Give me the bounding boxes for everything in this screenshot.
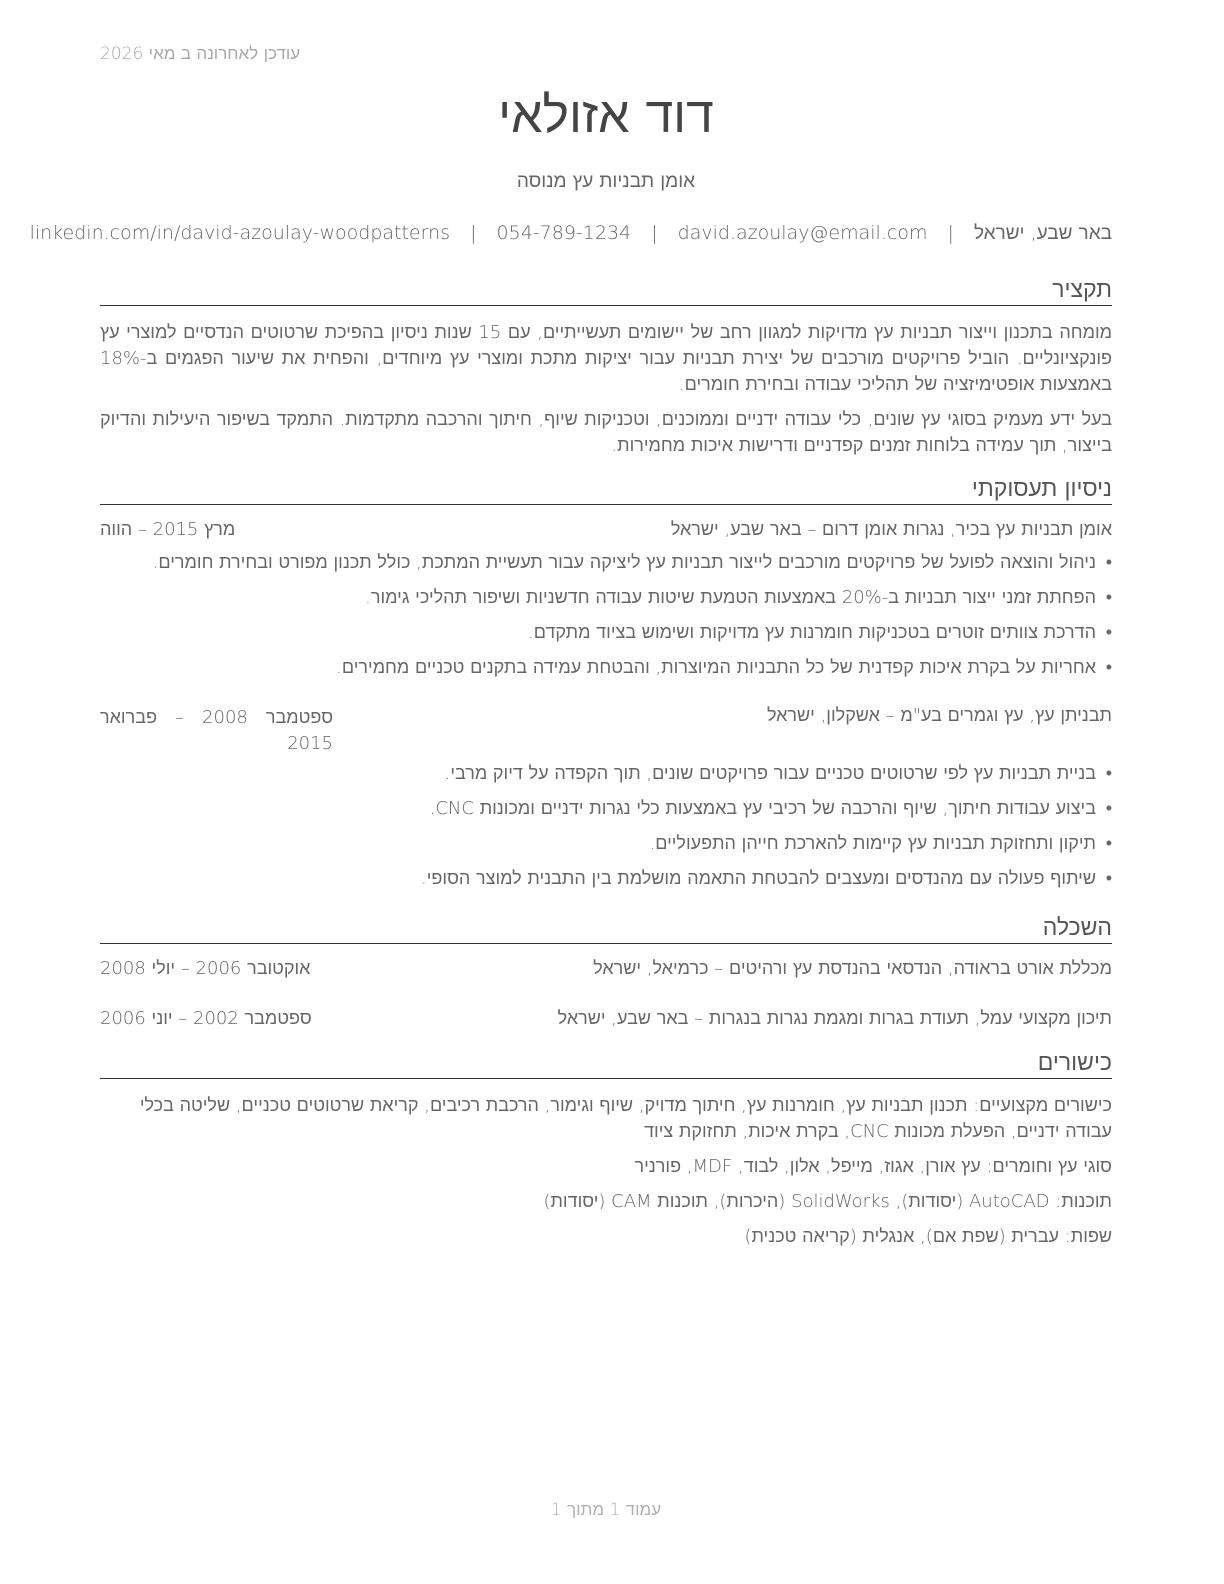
education-school: תיכון מקצועי עמל, תעודת בגרות ומגמת נגרות בנגרות – באר שבע, ישראל xyxy=(557,1008,1112,1029)
experience-section xyxy=(100,475,1112,901)
list-item: • ניהול והוצאה לפועל של פרויקטים מורכבים לייצור תבניות עץ ליציקה עבור תעשיית המתכת, כולל תכנון מפורט ובחירת חומרים. xyxy=(152,552,1112,573)
list-item: • תיקון ותחזוקת תבניות עץ קיימות להארכת חייהן התפעוליים. xyxy=(649,833,1112,854)
skills-section xyxy=(100,1049,1112,1259)
list-item: • ביצוע עבודות חיתוך, שיוף והרכבה של רכיבי עץ באמצעות כלי נגרות ידניים ומכונות CNC. xyxy=(429,798,1112,819)
skills-line: סוגי עץ וחומרים: עץ אורן, אגוז, מייפל, אלון, לבוד, MDF, פורניר xyxy=(634,1156,1112,1177)
summary-paragraph: מומחה בתכנון וייצור תבניות עץ מדויקות למגוון רחב של יישומים תעשייתיים, עם 15 שנות ניסיון בהפיכת שרטוטים הנדסיים למוצרי עץ פונקציונליים. הוביל פרויקטים מורכבים של יצירת תבניות עבור יציקות מתכת ומוצרי עץ מיוחדים, והפחית את שיעור הפגמים ב-18% באמצעות אופטימיזציה של תהליכי עבודה ובחירת חומרים. xyxy=(100,322,1112,395)
contact-linkedin[interactable]: linkedin.com/in/david-azoulay-woodpatterns xyxy=(29,222,451,244)
contact-line xyxy=(29,222,1112,245)
job-dates: ספטמבר 2008 – פברואר 2015 xyxy=(100,707,334,754)
list-item: • הדרכת צוותים זוטרים בטכניקות חומרנות עץ מדויקות ושימוש בציוד מתקדם. xyxy=(528,622,1112,643)
education-school: מכללת אורט בראודה, הנדסאי בהנדסת עץ ורהיטים – כרמיאל, ישראל xyxy=(593,958,1112,979)
job-role: תבניתן עץ, עץ וגמרים בע"מ – אשקלון, ישראל xyxy=(766,705,1112,726)
contact-phone[interactable]: 054-789-1234 xyxy=(496,222,632,244)
list-item: • שיתוף פעולה עם מהנדסים ומעצבים להבטחת התאמה מושלמת בין התבנית למוצר הסופי. xyxy=(421,868,1112,889)
section-title-skills: כישורים xyxy=(100,1049,1112,1079)
resume-page xyxy=(29,0,1112,1584)
section-title-summary: תקציר xyxy=(100,276,1112,306)
contact-separator: | xyxy=(947,222,954,244)
job-header xyxy=(100,705,1112,761)
job-header xyxy=(100,519,1112,547)
contact-separator: | xyxy=(470,222,477,244)
job-role: אומן תבניות עץ בכיר, נגרות אומן דרום – באר שבע, ישראל xyxy=(670,519,1112,540)
contact-location: באר שבע, ישראל xyxy=(973,222,1112,244)
job-entry xyxy=(100,705,1112,892)
list-item: • בניית תבניות עץ לפי שרטוטים טכניים עבור פרויקטים שונים, תוך הקפדה על דיוק מרבי. xyxy=(444,763,1112,784)
education-dates: אוקטובר 2006 – יולי 2008 xyxy=(100,958,311,979)
summary-section xyxy=(100,276,1112,459)
job-entry xyxy=(100,519,1112,681)
page-number: עמוד 1 מתוך 1 xyxy=(550,1500,662,1520)
job-bullets xyxy=(100,550,1112,681)
section-title-experience: ניסיון תעסוקתי xyxy=(100,475,1112,505)
skills-line: שפות: עברית (שפת אם), אנגלית (קריאה טכנית) xyxy=(744,1226,1112,1247)
skills-line: תוכנות: AutoCAD (יסודות), SolidWorks (היכרות), תוכנות CAM (יסודות) xyxy=(543,1191,1112,1212)
skills-line: כישורים מקצועיים: תכנון תבניות עץ, חומרנות עץ, חיתוך מדויק, שיוף וגימור, הרכבת רכיבים, קריאת שרטוטים טכניים, שליטה בכלי עבודה ידניים, הפעלת מכונות CNC, בקרת איכות, תחזוקת ציוד xyxy=(139,1095,1112,1142)
job-title: אומן תבניות עץ מנוסה xyxy=(516,170,696,192)
last-updated: עודכן לאחרונה ב מאי 2026 xyxy=(100,44,301,64)
candidate-name: דוד אזולאי xyxy=(498,86,714,144)
job-bullets xyxy=(100,761,1112,892)
list-item: • הפחתת זמני ייצור תבניות ב-20% באמצעות הטמעת שיטות עבודה חדשניות ושיפור תהליכי גימור. xyxy=(365,587,1112,608)
summary-paragraph: בעל ידע מעמיק בסוגי עץ שונים, כלי עבודה ידניים וממוכנים, וטכניקות שיוף, חיתוך והרכבה מתקדמות. התמקד בשיפור היעילות והדיוק בייצור, תוך עמידה בלוחות זמנים קפדניים ודרישות איכות מחמירות. xyxy=(100,409,1112,456)
contact-email[interactable]: david.azoulay@email.com xyxy=(677,222,928,244)
section-title-education: השכלה xyxy=(100,914,1112,944)
education-section xyxy=(100,914,1112,1036)
education-entry xyxy=(100,1008,1112,1036)
education-dates: ספטמבר 2002 – יוני 2006 xyxy=(100,1008,312,1029)
contact-separator: | xyxy=(651,222,658,244)
education-entry xyxy=(100,958,1112,986)
job-dates: מרץ 2015 – הווה xyxy=(100,519,236,540)
list-item: • אחריות על בקרת איכות קפדנית של כל התבניות המיוצרות, והבטחת עמידה בתקנים טכניים מחמירים. xyxy=(336,657,1112,678)
